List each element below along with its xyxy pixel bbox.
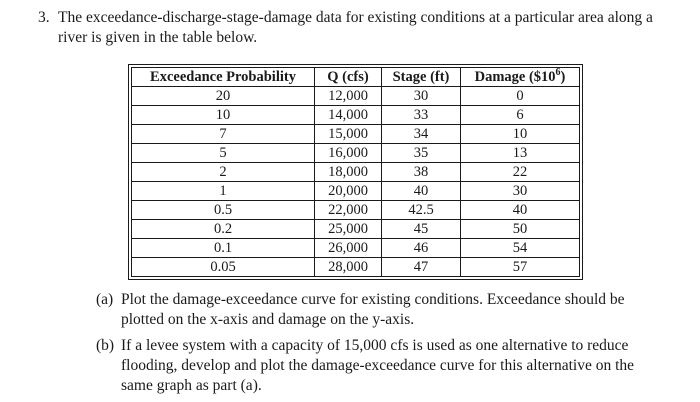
cell-q: 20,000 [315, 182, 382, 201]
table-row [132, 87, 580, 106]
cell-q: 12,000 [315, 87, 382, 106]
header-exceedance: Exceedance Probability [132, 68, 315, 87]
table-row [132, 125, 580, 144]
problem-text: The exceedance-discharge-stage-damage data for existing conditions at a particular area along a river is given in the table below. [58, 9, 653, 46]
cell-q: 25,000 [315, 220, 382, 239]
header-damage [461, 68, 580, 87]
header-damage-suffix: ) [560, 69, 566, 85]
cell-damage: 30 [461, 182, 580, 201]
problem-parts [96, 290, 656, 402]
cell-exceedance: 0.2 [132, 220, 315, 239]
part-label: (b) [96, 337, 115, 354]
table-row [132, 106, 580, 125]
cell-exceedance: 2 [132, 163, 315, 182]
cell-damage: 10 [461, 125, 580, 144]
cell-damage: 54 [461, 239, 580, 258]
cell-stage: 40 [382, 182, 461, 201]
cell-stage: 45 [382, 220, 461, 239]
cell-stage: 42.5 [382, 201, 461, 220]
cell-q: 14,000 [315, 106, 382, 125]
cell-exceedance: 5 [132, 144, 315, 163]
problem-number: 3. [38, 9, 50, 26]
cell-q: 16,000 [315, 144, 382, 163]
cell-stage: 46 [382, 239, 461, 258]
part-text: Plot the damage-exceedance curve for existing conditions. Exceedance should be plotted on the x-axis and damage on the y-axis. [121, 291, 625, 328]
table-row [132, 201, 580, 220]
table-row [132, 258, 580, 277]
cell-stage: 34 [382, 125, 461, 144]
table-row [132, 182, 580, 201]
part-text: If a levee system with a capacity of 15,000 cfs is used as one alternative to reduce flooding, develop and plot the damage-exceedance curve for this alternative on the same graph as part (a). [121, 337, 635, 394]
table-header-row [132, 68, 580, 87]
cell-damage: 57 [461, 258, 580, 277]
data-table [131, 67, 580, 277]
header-damage-exp: 6 [555, 67, 561, 79]
cell-stage: 35 [382, 144, 461, 163]
cell-exceedance: 1 [132, 182, 315, 201]
cell-stage: 47 [382, 258, 461, 277]
header-q: Q (cfs) [315, 68, 382, 87]
cell-damage: 6 [461, 106, 580, 125]
table-row [132, 163, 580, 182]
cell-stage: 30 [382, 87, 461, 106]
cell-q: 22,000 [315, 201, 382, 220]
problem-part [96, 336, 656, 396]
cell-q: 26,000 [315, 239, 382, 258]
cell-damage: 50 [461, 220, 580, 239]
cell-damage: 40 [461, 201, 580, 220]
table-row [132, 220, 580, 239]
cell-damage: 22 [461, 163, 580, 182]
cell-exceedance: 7 [132, 125, 315, 144]
cell-q: 15,000 [315, 125, 382, 144]
problem-part [96, 290, 656, 330]
table-body [132, 87, 580, 277]
cell-stage: 38 [382, 163, 461, 182]
problem-statement [38, 8, 658, 48]
cell-q: 18,000 [315, 163, 382, 182]
cell-exceedance: 20 [132, 87, 315, 106]
cell-exceedance: 0.5 [132, 201, 315, 220]
header-damage-prefix: Damage ($10 [474, 69, 556, 85]
table-row [132, 239, 580, 258]
cell-exceedance: 0.1 [132, 239, 315, 258]
cell-exceedance: 0.05 [132, 258, 315, 277]
cell-exceedance: 10 [132, 106, 315, 125]
table-row [132, 144, 580, 163]
header-stage: Stage (ft) [382, 68, 461, 87]
cell-q: 28,000 [315, 258, 382, 277]
cell-stage: 33 [382, 106, 461, 125]
cell-damage: 13 [461, 144, 580, 163]
part-label: (a) [96, 291, 114, 308]
cell-damage: 0 [461, 87, 580, 106]
